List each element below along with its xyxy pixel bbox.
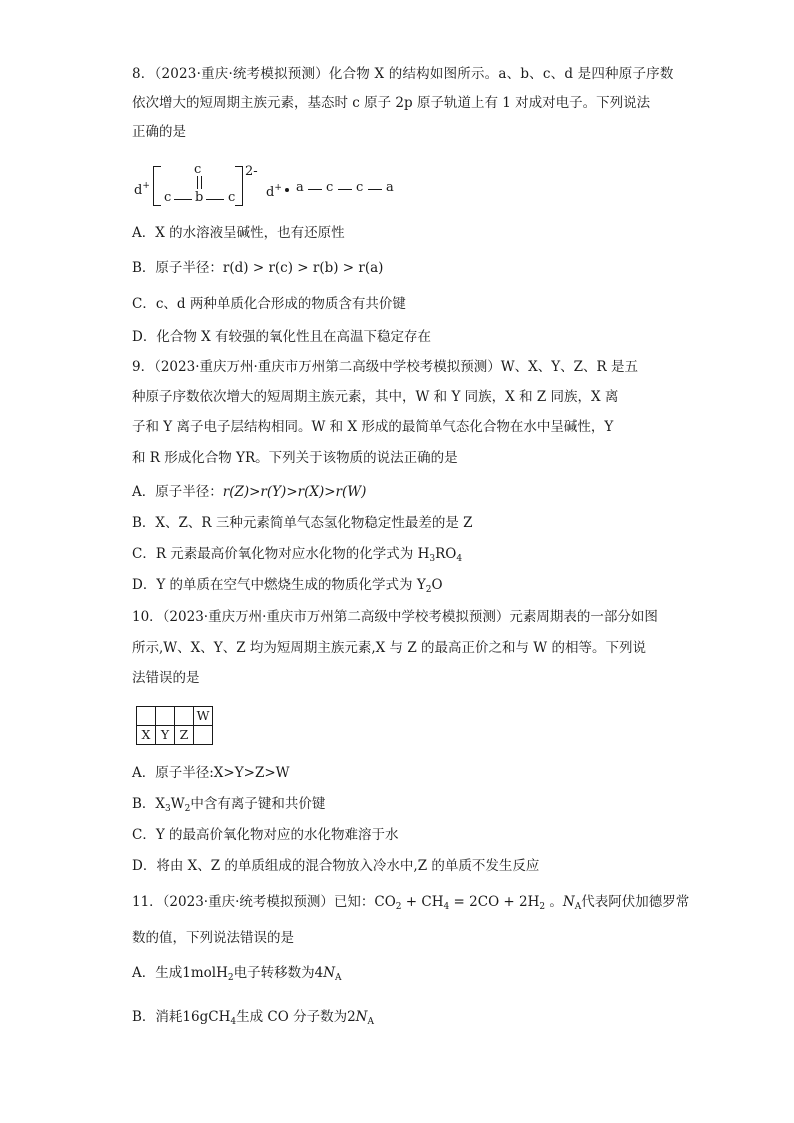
table-cell: W bbox=[194, 707, 213, 726]
struct-c-top: c bbox=[194, 162, 202, 177]
q10-stem-line1: 10．（2023·重庆万州·重庆市万州第二高级中学校考模拟预测）元素周期表的一部分如图 bbox=[132, 609, 658, 625]
q8-stem-line3: 正确的是 bbox=[132, 124, 186, 140]
q9-stem-line4: 和 R 形成化合物 YR。下列关于该物质的说法正确的是 bbox=[132, 450, 458, 466]
struct-chain-c1: c bbox=[326, 180, 334, 195]
struct-electron-dot bbox=[285, 188, 289, 192]
q10-option-a: A．原子半径:X>Y>Z>W bbox=[132, 765, 290, 781]
q8-option-c: C．c、d 两种单质化合形成的物质含有共价键 bbox=[132, 296, 406, 312]
struct-chain-a2: a bbox=[386, 180, 394, 195]
table-cell bbox=[156, 707, 175, 726]
q10-option-d: D．将由 X、Z 的单质组成的混合物放入冷水中,Z 的单质不发生反应 bbox=[132, 858, 540, 874]
q9-stem-line3: 子和 Y 离子电子层结构相同。W 和 X 形成的最简单气态化合物在水中呈碱性，Y bbox=[132, 419, 614, 435]
table-row bbox=[137, 707, 213, 726]
table-cell bbox=[194, 726, 213, 745]
q11-option-a: A．生成1molH$_2$电子转移数为$4N_A$ bbox=[132, 965, 342, 983]
q9-option-a: A．原子半径：r(Z)>r(Y)>r(X)>r(W) bbox=[132, 484, 367, 500]
q8-option-a: A．X 的水溶液呈碱性，也有还原性 bbox=[132, 225, 345, 241]
struct-c-left: c bbox=[164, 190, 172, 205]
q9-stem-line1: 9．（2023·重庆万州·重庆市万州第二高级中学校考模拟预测）W、X、Y、Z、R 是五 bbox=[132, 359, 639, 375]
q8-option-d: D．化合物 X 有较强的氧化性且在高温下稳定存在 bbox=[132, 329, 432, 345]
struct-c-right: c bbox=[228, 190, 236, 205]
q10-stem-line3: 法错误的是 bbox=[132, 670, 200, 686]
table-cell: X bbox=[137, 726, 156, 745]
struct-left-bracket bbox=[153, 166, 161, 206]
struct-chain-c2: c bbox=[356, 180, 364, 195]
q11-stem-line2: 数的值，下列说法错误的是 bbox=[132, 930, 294, 946]
q10-option-b: B．$X_3W_2$中含有离子键和共价键 bbox=[132, 796, 326, 814]
struct-d-cation: d+ bbox=[134, 181, 150, 198]
q9-option-c: C．R 元素最高价氧化物对应水化物的化学式为 $H_3RO_4$ bbox=[132, 546, 463, 564]
table-cell bbox=[175, 707, 194, 726]
q10-option-c: C．Y 的最高价氧化物对应的水化物难溶于水 bbox=[132, 827, 399, 843]
q9-option-b: B．X、Z、R 三种元素简单气态氢化物稳定性最差的是 Z bbox=[132, 515, 473, 531]
struct-right-bracket bbox=[235, 166, 243, 206]
struct-chain-bond3 bbox=[368, 189, 382, 190]
q11-option-b: B．消耗16gCH$_4$生成 CO 分子数为$2N_A$ bbox=[132, 1009, 374, 1027]
struct-chain-a1: a bbox=[296, 180, 304, 195]
struct-bond-right bbox=[206, 199, 224, 200]
q10-periodic-table-fragment bbox=[136, 706, 213, 745]
struct-bond-left bbox=[174, 199, 192, 200]
struct-chain-bond1 bbox=[308, 189, 322, 190]
table-cell bbox=[137, 707, 156, 726]
table-cell: Y bbox=[156, 726, 175, 745]
q8-option-b: B．原子半径：r(d) > r(c) > r(b) > r(a) bbox=[132, 260, 384, 276]
q8-stem-line1: 8．（2023·重庆·统考模拟预测）化合物 X 的结构如图所示。a、b、c、d 是四种原子序数 bbox=[132, 66, 674, 82]
q9-stem-line2: 种原子序数依次增大的短周期主族元素，其中，W 和 Y 同族，X 和 Z 同族，X 离 bbox=[132, 389, 619, 405]
struct-d-cation-2: d+ bbox=[266, 183, 282, 200]
q11-stem-line1: 11．（2023·重庆·统考模拟预测）已知：$CO_2 + CH_4 = 2CO + 2H_2$ 。$N_A$代表阿伏加德罗常 bbox=[132, 894, 690, 912]
q8-structure-diagram bbox=[132, 163, 432, 207]
struct-chain-bond2 bbox=[338, 189, 352, 190]
struct-b-center: b bbox=[195, 190, 204, 205]
q10-stem-line2: 所示,W、X、Y、Z 均为短周期主族元素,X 与 Z 的最高正价之和与 W 的相等。下列说 bbox=[132, 640, 646, 656]
table-cell: Z bbox=[175, 726, 194, 745]
q8-stem-line2: 依次增大的短周期主族元素，基态时 c 原子 2p 原子轨道上有 1 对成对电子。下列说法 bbox=[132, 95, 651, 111]
table-row bbox=[137, 726, 213, 745]
struct-double-bond-b bbox=[201, 176, 202, 189]
struct-charge: 2- bbox=[245, 164, 258, 179]
struct-double-bond-a bbox=[197, 176, 198, 189]
q9-option-d: D．Y 的单质在空气中燃烧生成的物质化学式为 $Y_2O$ bbox=[132, 577, 443, 595]
